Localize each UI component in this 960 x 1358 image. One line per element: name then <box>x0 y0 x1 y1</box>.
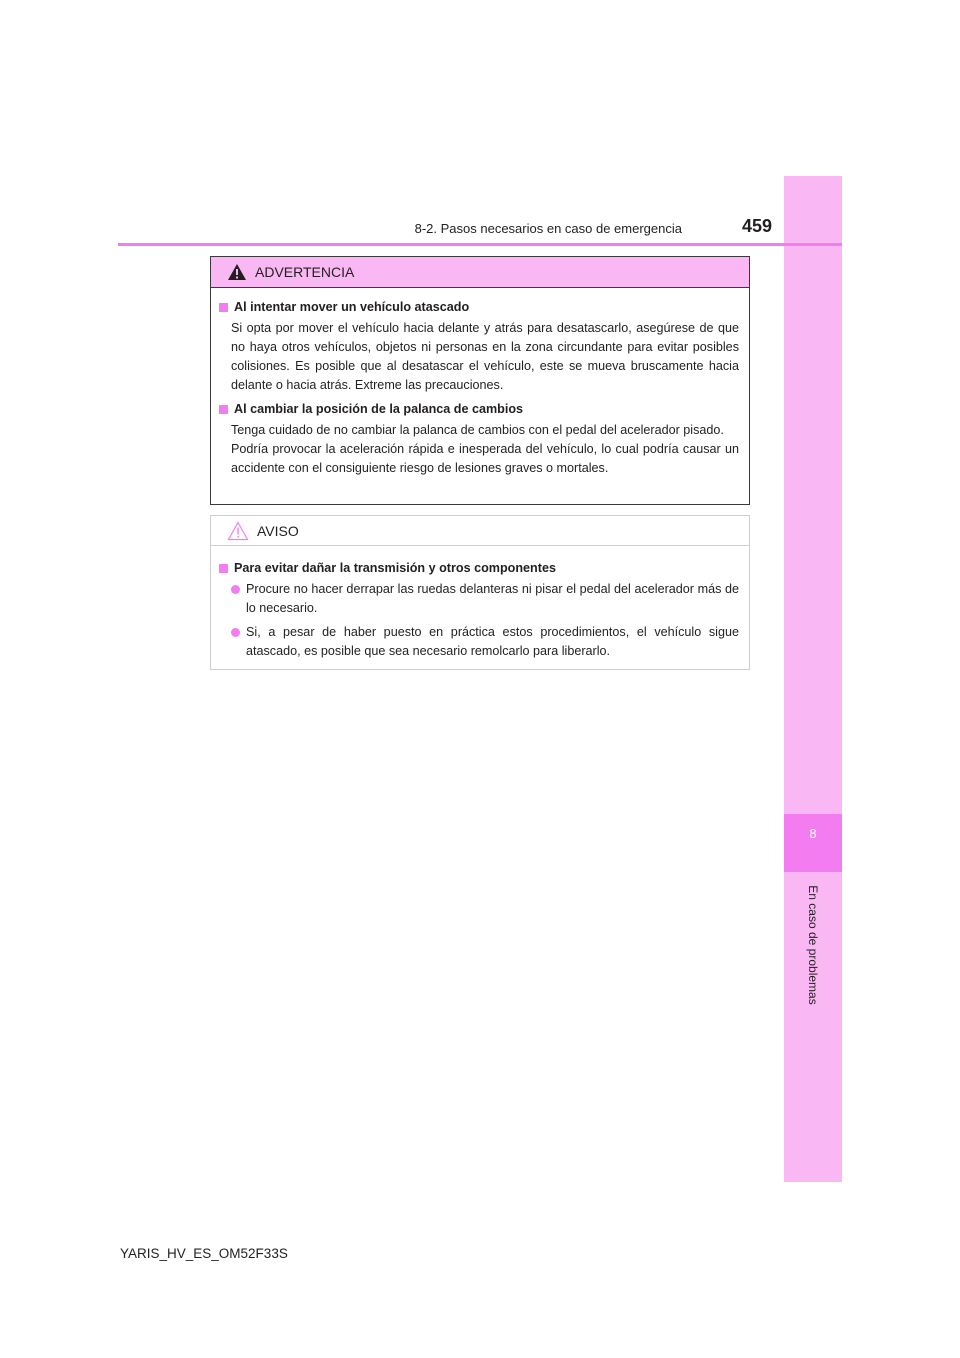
notice-item-heading-text: Para evitar dañar la transmisión y otros componentes <box>234 561 556 575</box>
circle-bullet-icon <box>231 585 240 594</box>
chapter-number: 8 <box>809 826 817 841</box>
warning-item-heading <box>219 298 739 317</box>
document-code: YARIS_HV_ES_OM52F33S <box>120 1246 288 1261</box>
warning-item-heading-text: Al intentar mover un vehículo atascado <box>234 300 470 314</box>
square-bullet-icon <box>219 303 228 312</box>
notice-item-heading <box>219 559 739 578</box>
warning-item-heading-text: Al cambiar la posición de la palanca de cambios <box>234 402 524 416</box>
notice-bullet-text: Procure no hacer derrapar las ruedas delanteras ni pisar el pedal del acelerador más de lo necesario. <box>246 582 739 615</box>
chapter-number-tab <box>784 814 842 872</box>
page-number: 459 <box>741 216 772 236</box>
warning-item-text: Tenga cuidado de no cambiar la palanca de cambios con el pedal del acelerador pisado. <box>231 423 724 437</box>
notice-title: AVISO <box>257 522 299 539</box>
chapter-side-tab <box>784 176 842 1182</box>
notice-bullet <box>219 623 739 661</box>
chapter-title-text: En caso de problemas <box>806 885 820 1005</box>
warning-header <box>211 257 749 288</box>
warning-item-heading <box>219 400 739 419</box>
notice-bullet <box>219 580 739 618</box>
warning-body <box>211 288 749 478</box>
caution-triangle-icon <box>227 521 249 541</box>
circle-bullet-icon <box>231 628 240 637</box>
notice-body <box>211 546 749 661</box>
square-bullet-icon <box>219 405 228 414</box>
notice-bullet-text: Si, a pesar de haber puesto en práctica estos procedimientos, el vehículo sigue atascado, es posible que sea necesario remolcarlo para liberarlo. <box>246 625 739 658</box>
warning-box <box>210 256 750 505</box>
warning-item-text: Si opta por mover el vehículo hacia delante y atrás para desatascarlo, asegúrese de que no haya otros vehículos, objetos ni personas en la zona circundante para evitar posibles colisiones. Es posible que al desatascar el vehículo, este se mueva bruscamente hacia delante o hacia atrás. Extreme las precauciones. <box>231 321 739 392</box>
notice-header <box>211 516 749 546</box>
square-bullet-icon <box>219 564 228 573</box>
warning-item-text: Podría provocar la aceleración rápida e inesperada del vehículo, lo cual podría causar un accidente con el consiguiente riesgo de lesiones graves o mortales. <box>231 442 739 475</box>
section-title: 8-2. Pasos necesarios en caso de emergencia <box>414 221 682 236</box>
notice-box <box>210 515 750 670</box>
warning-title: ADVERTENCIA <box>255 264 355 280</box>
warning-triangle-icon <box>227 263 247 281</box>
header-divider <box>118 243 842 246</box>
